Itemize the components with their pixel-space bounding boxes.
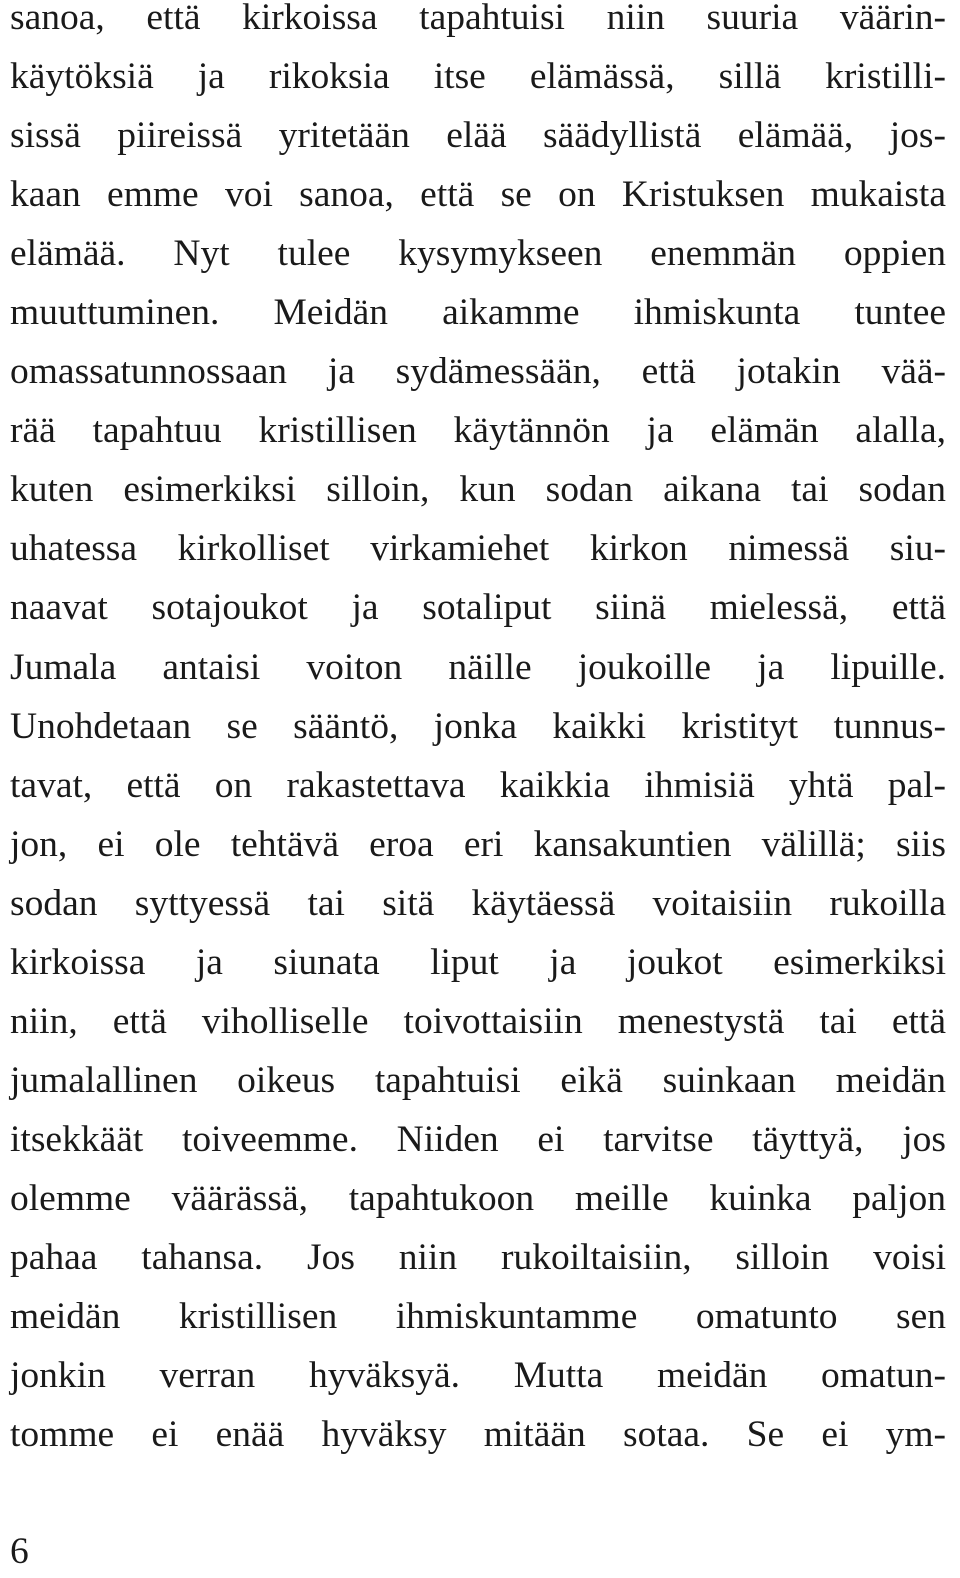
text-line: Jumala antaisi voiton näille joukoille ja lipuille. bbox=[10, 646, 946, 688]
text-line: kirkoissa ja siunata liput ja joukot esimerkiksi bbox=[10, 941, 946, 983]
text-line: meidän kristillisen ihmiskuntamme omatunto sen bbox=[10, 1296, 946, 1338]
text-line: jumalallinen oikeus tapahtuisi eikä suinkaan meidän bbox=[10, 1059, 946, 1101]
text-line: jonkin verran hyväksyä. Mutta meidän omatun- bbox=[10, 1355, 946, 1397]
text-line: rää tapahtuu kristillisen käytännön ja elämän alalla, bbox=[10, 410, 946, 452]
text-line: kaan emme voi sanoa, että se on Kristuksen mukaista bbox=[10, 174, 946, 216]
text-line: uhatessa kirkolliset virkamiehet kirkon nimessä siu- bbox=[10, 528, 946, 570]
text-line: sanoa, että kirkoissa tapahtuisi niin suuria väärin- bbox=[10, 0, 946, 38]
text-line: kuten esimerkiksi silloin, kun sodan aikana tai sodan bbox=[10, 469, 946, 511]
text-line: tavat, että on rakastettava kaikkia ihmisiä yhtä pal- bbox=[10, 764, 946, 806]
text-line: sodan syttyessä tai sitä käytäessä voitaisiin rukoilla bbox=[10, 882, 946, 924]
text-line: niin, että viholliselle toivottaisiin menestystä tai että bbox=[10, 1000, 946, 1042]
text-line: Unohdetaan se sääntö, jonka kaikki kristityt tunnus- bbox=[10, 705, 946, 747]
page-number: 6 bbox=[10, 1531, 29, 1572]
text-line: omassatunnossaan ja sydämessään, että jotakin vää- bbox=[10, 351, 946, 393]
text-line: naavat sotajoukot ja sotaliput siinä mielessä, että bbox=[10, 587, 946, 629]
text-line: elämää. Nyt tulee kysymykseen enemmän oppien bbox=[10, 233, 946, 275]
text-line: tomme ei enää hyväksy mitään sotaa. Se ei ym- bbox=[10, 1414, 946, 1456]
text-line: jon, ei ole tehtävä eroa eri kansakuntien välillä; siis bbox=[10, 823, 946, 865]
text-line: muuttuminen. Meidän aikamme ihmiskunta tuntee bbox=[10, 292, 946, 334]
text-line: sissä piireissä yritetään elää säädyllistä elämää, jos- bbox=[10, 115, 946, 157]
text-line: pahaa tahansa. Jos niin rukoiltaisiin, silloin voisi bbox=[10, 1236, 946, 1278]
text-line: itsekkäät toiveemme. Niiden ei tarvitse täyttyä, jos bbox=[10, 1118, 946, 1160]
text-line: olemme väärässä, tapahtukoon meille kuinka paljon bbox=[10, 1177, 946, 1219]
text-line: käytöksiä ja rikoksia itse elämässä, sillä kristilli- bbox=[10, 56, 946, 98]
body-text bbox=[10, 0, 946, 1464]
